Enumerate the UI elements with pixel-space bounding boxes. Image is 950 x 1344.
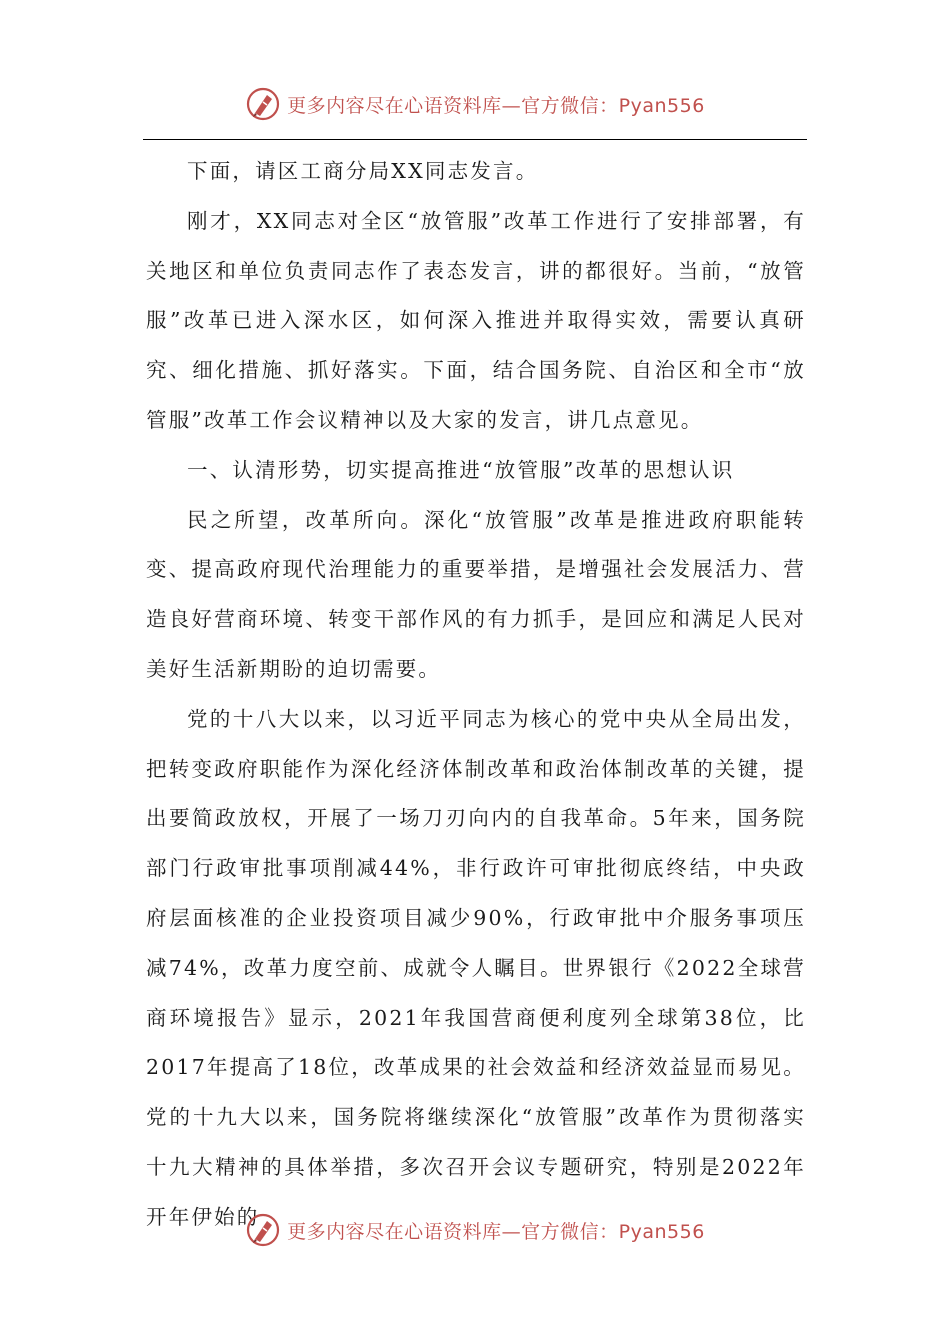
- footer-watermark: [0, 1208, 950, 1252]
- document-body: [146, 147, 806, 1243]
- watermark-handle: Pyan556: [618, 1220, 705, 1243]
- pen-nib-icon: [245, 86, 281, 122]
- watermark-handle: Pyan556: [618, 94, 705, 117]
- paragraph: 下面，请区工商分局XX同志发言。: [187, 159, 539, 183]
- paragraph: 民之所望，改革所向。深化“放管服”改革是推进政府职能转变、提高政府现代治理能力的重要举措，是增强社会发展活力、营造良好营商环境、转变干部作风的有力抓手，是回应和满足人民对美好生活新期盼的迫切需要。: [146, 507, 806, 681]
- paragraph: 刚才，XX同志对全区“放管服”改革工作进行了安排部署，有关地区和单位负责同志作了表态发言，讲的都很好。当前，“放管服”改革已进入深水区，如何深入推进并取得实效，需要认真研究、细化措施、抓好落实。下面，结合国务院、自治区和全市“放管服”改革工作会议精神以及大家的发言，讲几点意见。: [146, 208, 806, 432]
- section-heading: 一、认清形势，切实提高推进“放管服”改革的思想认识: [187, 457, 735, 482]
- paragraph: 党的十八大以来，以习近平同志为核心的党中央从全局出发，把转变政府职能作为深化经济体制改革和政治体制改革的关键，提出要简政放权，开展了一场刀刃向内的自我革命。5年来，国务院部门行政审批事项削减44%，非行政许可审批彻底终结，中央政府层面核准的企业投资项目减少90%，行政审批中介服务事项压减74%，改革力度空前、成就令人瞩目。世界银行《2022全球营商环境报告》显示，2021年我国营商便利度列全球第38位，比2017年提高了18位，改革成果的社会效益和经济效益显而易见。党的十九大以来，国务院将继续深化“放管服”改革作为贯彻落实十九大精神的具体举措，多次召开会议专题研究，特别是2022年开年伊始的: [146, 706, 806, 1229]
- header-watermark: [0, 82, 950, 126]
- watermark-text: 更多内容尽在心语资料库—官方微信：Pyan556: [287, 1220, 705, 1243]
- pen-nib-icon: [245, 1212, 281, 1248]
- watermark-text: 更多内容尽在心语资料库—官方微信：Pyan556: [287, 94, 705, 117]
- header-divider: [143, 139, 807, 140]
